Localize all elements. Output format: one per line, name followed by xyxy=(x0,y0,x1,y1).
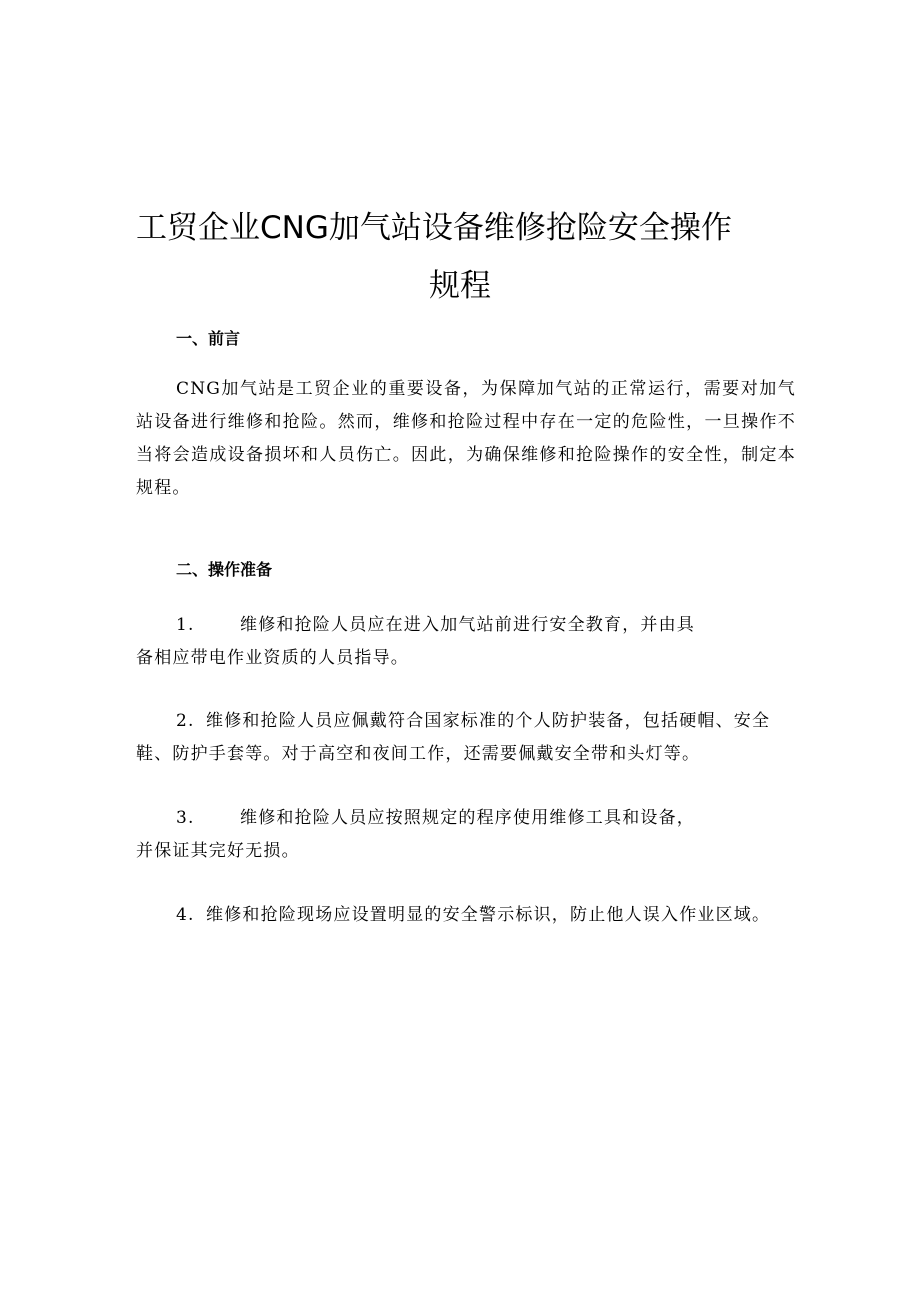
section-heading-preface: 一、前言 xyxy=(176,329,241,348)
item-text-line1: 维修和抢险现场应设置明显的安全警示标识，防止他人误入作业区域。 xyxy=(206,905,771,925)
item-number: 4. xyxy=(176,905,195,925)
item-number: 1. xyxy=(176,615,195,635)
preparation-item-4 xyxy=(136,899,796,932)
preparation-item-2 xyxy=(136,705,796,771)
item-text-line1: 维修和抢险人员应在进入加气站前进行安全教育，并由具 xyxy=(240,615,695,635)
item-text-line1: 维修和抢险人员应按照规定的程序使用维修工具和设备， xyxy=(240,808,695,828)
document-title-line2: 规程 xyxy=(429,268,491,304)
item-text-line2: 并保证其完好无损。 xyxy=(136,841,300,861)
preface-paragraph: CNG加气站是工贸企业的重要设备，为保障加气站的正常运行，需要对加气站设备进行维修和抢险。然而，维修和抢险过程中存在一定的危险性，一旦操作不当将会造成设备损坏和人员伤亡。因此，为确保维修和抢险操作的安全性，制定本规程。 xyxy=(136,379,796,498)
item-text-line2: 鞋、防护手套等。对于高空和夜间工作，还需要佩戴安全带和头灯等。 xyxy=(136,744,701,764)
item-number: 3. xyxy=(176,808,195,828)
preparation-item-1 xyxy=(136,609,796,675)
item-number: 2. xyxy=(176,711,195,731)
document-title-line1: 工贸企业CNG加气站设备维修抢险安全操作 xyxy=(136,210,732,246)
preparation-item-3 xyxy=(136,802,796,868)
item-text-line1: 维修和抢险人员应佩戴符合国家标准的个人防护装备，包括硬帽、安全 xyxy=(206,711,771,731)
section-heading-preparation: 二、操作准备 xyxy=(176,560,273,579)
item-text-line2: 备相应带电作业资质的人员指导。 xyxy=(136,648,409,668)
